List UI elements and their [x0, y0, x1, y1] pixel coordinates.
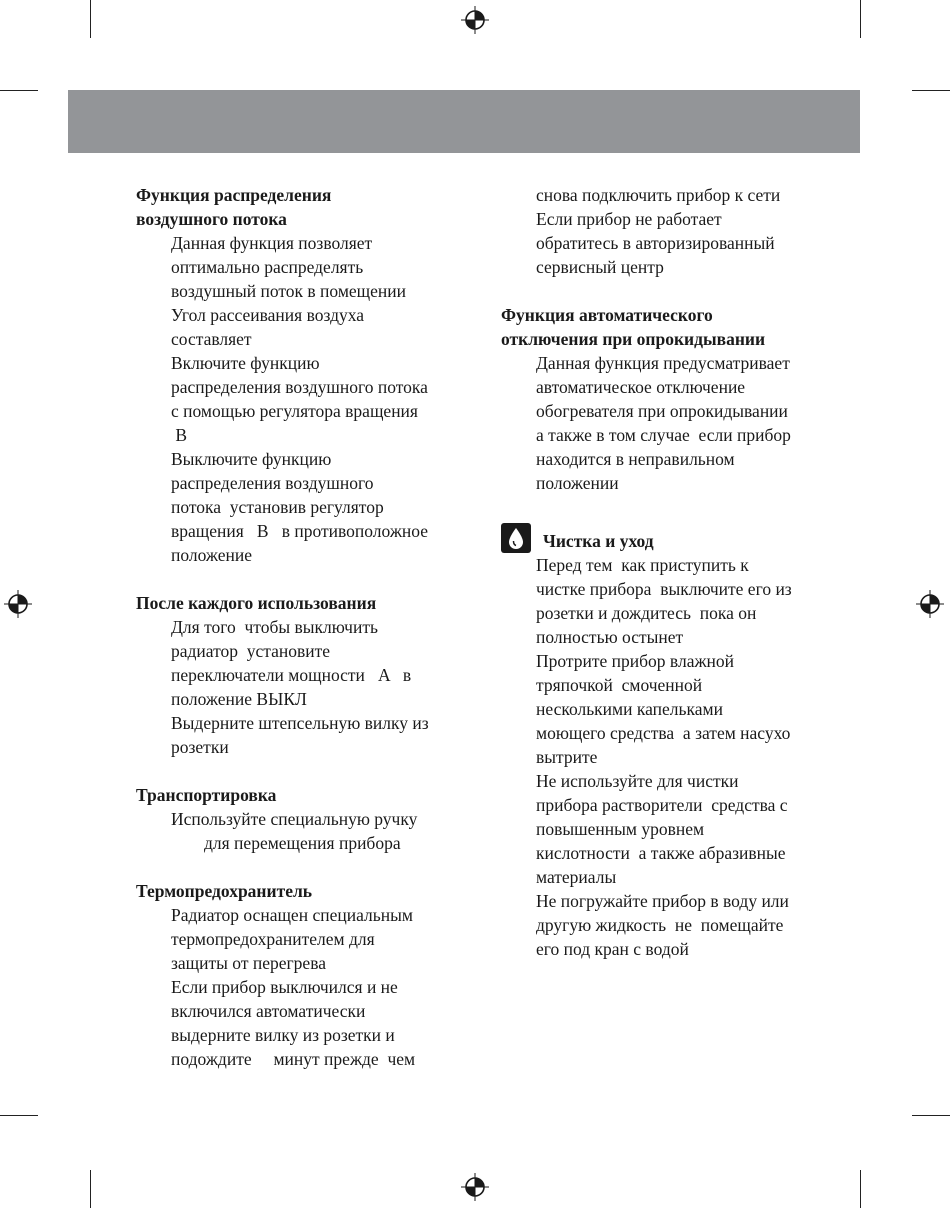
body-line: для перемещения прибора	[204, 833, 401, 853]
body-line: Если прибор не работает	[536, 209, 722, 229]
body-line: Данная функция позволяет	[171, 233, 373, 253]
left-column	[136, 183, 476, 1071]
registration-mark-icon	[916, 590, 944, 618]
body-line: Используйте специальную ручку	[171, 809, 418, 829]
body-line: B	[171, 425, 188, 445]
body-line: распределения воздушного потока	[171, 377, 428, 397]
section-body-air-distribution	[136, 231, 476, 567]
body-line: Перед тем как приступить к	[536, 555, 749, 575]
body-line: обратитесь в авторизированный	[536, 233, 775, 253]
crop-mark	[912, 90, 950, 91]
body-line: воздушный поток в помещении	[171, 281, 407, 301]
section-title-air-distribution	[136, 183, 476, 231]
section-title-line: отключения при опрокидывании	[501, 329, 766, 349]
body-line: с помощью регулятора вращения	[171, 401, 418, 421]
body-line: переключатели мощности A в	[171, 665, 412, 685]
body-line: Не погружайте прибор в воду или	[536, 891, 789, 911]
body-line: вытрите	[536, 747, 598, 767]
body-line: подождите минут прежде чем	[171, 1049, 416, 1069]
body-line: положение ВЫКЛ	[171, 689, 307, 709]
body-line: включился автоматически	[171, 1001, 366, 1021]
section-title-text: Чистка и уход	[543, 531, 654, 551]
section-title-line: воздушного потока	[136, 209, 287, 229]
body-line: другую жидкость не помещайте	[536, 915, 784, 935]
section-body-after-use	[136, 615, 476, 759]
section-body-tip-over	[501, 351, 841, 495]
body-line: распределения воздушного	[171, 473, 374, 493]
right-column	[501, 183, 841, 961]
section-body-cleaning	[501, 553, 841, 961]
body-line: сервисный центр	[536, 257, 664, 277]
crop-mark	[912, 1115, 950, 1116]
body-line: термопредохранителем для	[171, 929, 375, 949]
body-line: Выключите функцию	[171, 449, 332, 469]
section-title-line: Функция автоматического	[501, 305, 713, 325]
body-line: розетки	[171, 737, 229, 757]
header-band	[68, 90, 860, 153]
body-line: составляет	[171, 329, 252, 349]
body-line: полностью остынет	[536, 627, 684, 647]
body-line: Радиатор оснащен специальным	[171, 905, 413, 925]
registration-mark-icon	[461, 1173, 489, 1201]
body-line: находится в неправильном	[536, 449, 735, 469]
crop-mark	[0, 1115, 38, 1116]
body-line: положении	[536, 473, 619, 493]
body-line: его под кран с водой	[536, 939, 689, 959]
section-title-transport: Транспортировка	[136, 785, 277, 805]
section-title-thermal-fuse: Термопредохранитель	[136, 881, 313, 901]
water-drop-icon	[501, 523, 531, 553]
body-line: радиатор установите	[171, 641, 331, 661]
body-line: потока установив регулятор	[171, 497, 384, 517]
registration-mark-icon	[4, 590, 32, 618]
crop-mark	[860, 1170, 861, 1208]
body-line: положение	[171, 545, 253, 565]
crop-mark	[90, 1170, 91, 1208]
section-body-thermal-fuse	[136, 903, 476, 1071]
body-line: Угол рассеивания воздуха	[171, 305, 365, 325]
body-line: повышенным уровнем	[536, 819, 705, 839]
body-line: автоматическое отключение	[536, 377, 746, 397]
body-line: Данная функция предусматривает	[536, 353, 790, 373]
section-title-line: Функция распределения	[136, 185, 332, 205]
body-line: несколькими капельками	[536, 699, 723, 719]
body-line: Включите функцию	[171, 353, 320, 373]
registration-mark-icon	[461, 6, 489, 34]
body-line: выдерните вилку из розетки и	[171, 1025, 395, 1045]
crop-mark	[90, 0, 91, 38]
body-line: обогревателя при опрокидывании	[536, 401, 788, 421]
body-line: чистке прибора выключите его из	[536, 579, 792, 599]
body-line: Выдерните штепсельную вилку из	[171, 713, 429, 733]
body-line: защиты от перегрева	[171, 953, 326, 973]
body-line: вращения B в противоположное	[171, 521, 429, 541]
body-line: Если прибор выключился и не	[171, 977, 398, 997]
body-line: Для того чтобы выключить	[171, 617, 378, 637]
body-line: материалы	[536, 867, 617, 887]
body-line: оптимально распределять	[171, 257, 364, 277]
body-line: снова подключить прибор к сети	[536, 185, 781, 205]
section-title-after-use: После каждого использования	[136, 593, 377, 613]
body-line: моющего средства а затем насухо	[536, 723, 791, 743]
body-line: кислотности а также абразивные	[536, 843, 786, 863]
body-line: Протрите прибор влажной	[536, 651, 735, 671]
crop-mark	[0, 90, 38, 91]
crop-mark	[860, 0, 861, 38]
body-line: тряпочкой смоченной	[536, 675, 703, 695]
body-line: Не используйте для чистки	[536, 771, 739, 791]
section-body-continuation	[501, 183, 841, 279]
section-title-tip-over	[501, 303, 841, 351]
body-line: розетки и дождитесь пока он	[536, 603, 757, 623]
section-title-cleaning	[501, 523, 841, 553]
body-line: прибора растворители средства с	[536, 795, 788, 815]
body-line: а также в том случае если прибор	[536, 425, 791, 445]
